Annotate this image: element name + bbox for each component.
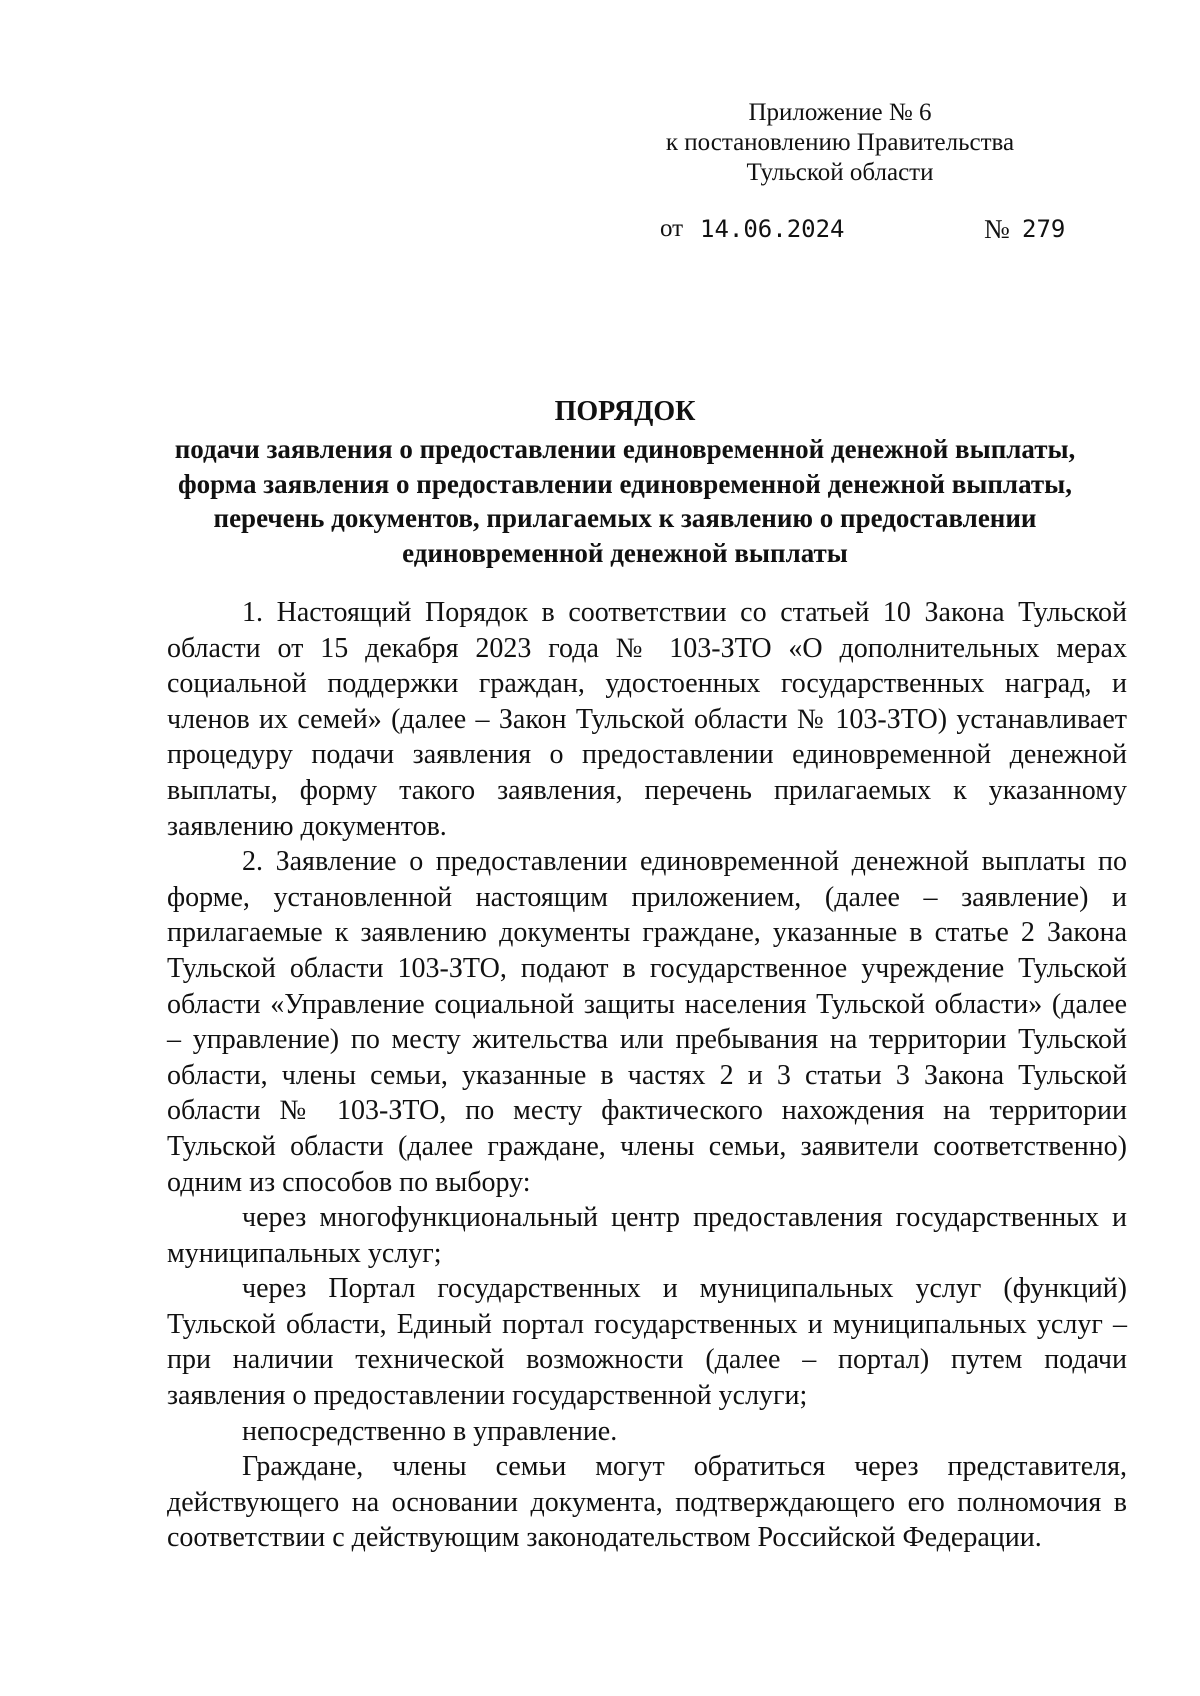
date-prefix: от	[660, 215, 684, 242]
paragraph-1: 1. Настоящий Порядок в соответствии со статьей 10 Закона Тульской области от 15 декабря 2023 года № 103-ЗТО «О дополнительных мерах социальной поддержки граждан, удостоенных государственных наград, и членов их семей» (далее – Закон Тульской области № 103-ЗТО) устанавливает процедуру подачи заявления о предоставлении единовременной денежной выплаты, форму такого заявления, перечень прилагаемых к указанному заявлению документов.	[167, 597, 1127, 842]
document-body	[167, 595, 1127, 1556]
resolution-date: 14.06.2024	[700, 215, 845, 243]
appendix-line-2: к постановлению Правительства	[665, 129, 1015, 156]
subtitle-line-3: перечень документов, прилагаемых к заявлению о предоставлении	[213, 503, 1037, 533]
document-title-block	[160, 394, 1090, 570]
appendix-line-1: Приложение № 6	[748, 99, 932, 126]
resolution-number: 279	[1022, 215, 1066, 243]
paragraph-method-mfc: через многофункциональный центр предоставления государственных и муниципальных услуг;	[167, 1202, 1127, 1269]
paragraph-method-portal: через Портал государственных и муниципальных услуг (функций) Тульской области, Единый портал государственных и муниципальных услуг – при наличии технической возможности (далее – портал) путем подачи заявления о предоставлении государственной услуги;	[167, 1273, 1127, 1412]
paragraph-representative: Граждане, члены семьи могут обратиться через представителя, действующего на основании документа, подтверждающего его полномочия в соответствии с действующим законодательством Российской Федерации.	[167, 1451, 1127, 1554]
appendix-header	[560, 98, 1120, 188]
paragraph-method-direct: непосредственно в управление.	[242, 1415, 618, 1447]
paragraph-2: 2. Заявление о предоставлении единовременной денежной выплаты по форме, установленной настоящим приложением, (далее – заявление) и прилагаемые к заявлению документы граждане, указанные в статье 2 Закона Тульской области 103-ЗТО, подают в государственное учреждение Тульской области «Управление социальной защиты населения Тульской области» (далее – управление) по месту жительства или пребывания на территории Тульской области, члены семьи, указанные в частях 2 и 3 статьи 3 Закона Тульской области № 103-ЗТО, по месту фактического нахождения на территории Тульской области (далее граждане, члены семьи, заявители соответственно) одним из способов по выбору:	[167, 846, 1127, 1198]
document-title: ПОРЯДОК	[554, 396, 696, 427]
appendix-line-3: Тульской области	[746, 159, 934, 186]
subtitle-line-1: подачи заявления о предоставлении единовременной денежной выплаты,	[174, 434, 1076, 464]
subtitle-line-2: форма заявления о предоставлении единовременной денежной выплаты,	[178, 468, 1072, 499]
number-prefix: №	[984, 214, 1010, 244]
subtitle-line-4: единовременной денежной выплаты	[402, 537, 848, 568]
